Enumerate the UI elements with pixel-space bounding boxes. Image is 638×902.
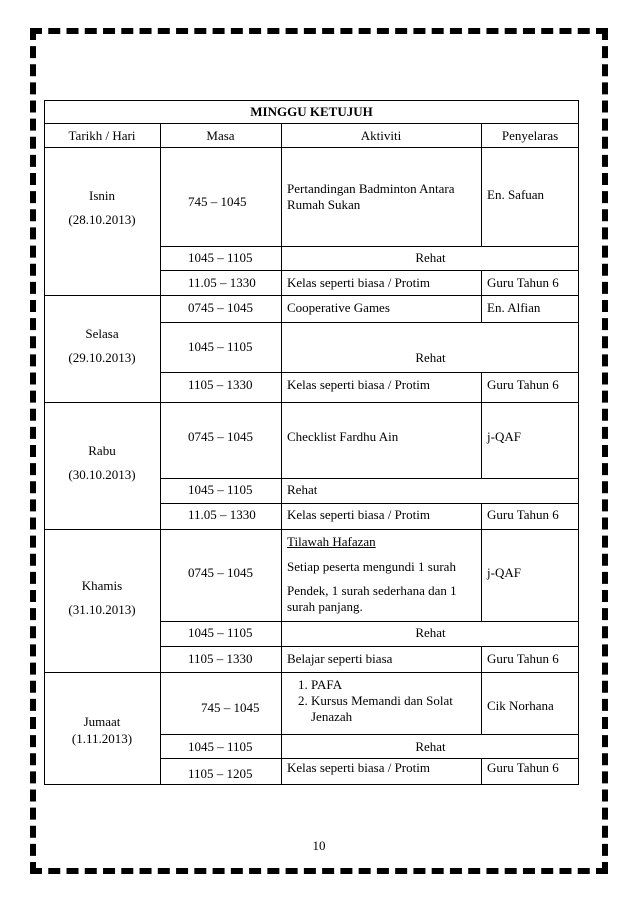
- table-line: [160, 372, 579, 373]
- coordinator-cell: Guru Tahun 6: [487, 507, 559, 522]
- activity-cell: Pertandingan Badminton Antara Rumah Sukan: [287, 181, 455, 212]
- day-date: (30.10.2013): [68, 467, 136, 482]
- time-cell: 1045 – 1105: [188, 250, 253, 265]
- table-line: [281, 123, 282, 785]
- activity-cell: Rehat: [415, 250, 446, 265]
- activity-cell: Cooperative Games: [287, 300, 390, 315]
- table-line: [578, 100, 579, 785]
- table-line: [160, 270, 579, 271]
- time-cell: 1105 – 1330: [188, 377, 253, 392]
- day-date: (29.10.2013): [68, 350, 136, 365]
- day-name: Khamis: [81, 578, 123, 593]
- time-cell: 11.05 – 1330: [188, 275, 256, 290]
- table-line: [44, 402, 579, 403]
- activity-cell: Kelas seperti biasa / Protim: [287, 275, 430, 290]
- table-title: MINGGU KETUJUH: [250, 104, 373, 119]
- table-line: [44, 784, 579, 785]
- coordinator-cell: En. Safuan: [487, 187, 545, 202]
- table-line: [44, 529, 579, 530]
- table-line: [160, 646, 579, 647]
- activity-cell: Rehat: [415, 350, 446, 365]
- table-line: [160, 734, 579, 735]
- table-line: [160, 503, 579, 504]
- activity-line: Setiap peserta mengundi 1 surah: [287, 559, 456, 574]
- table-line: [44, 672, 579, 673]
- activity-list: [291, 677, 477, 725]
- coordinator-cell: Cik Norhana: [487, 698, 554, 713]
- coordinator-cell: Guru Tahun 6: [487, 377, 559, 392]
- table-line: [160, 758, 579, 759]
- time-cell: 11.05 – 1330: [188, 507, 256, 522]
- day-name: Selasa: [85, 326, 119, 341]
- time-cell: 0745 – 1045: [188, 429, 253, 444]
- header-day: Tarikh / Hari: [68, 128, 136, 143]
- day-name: Isnin: [89, 188, 115, 203]
- header-time: Masa: [206, 128, 235, 143]
- day-date: (1.11.2013): [71, 731, 133, 746]
- time-cell: 0745 – 1045: [188, 300, 253, 315]
- coordinator-cell: Guru Tahun 6: [487, 651, 559, 666]
- day-date: (31.10.2013): [68, 602, 136, 617]
- day-name: Jumaat: [83, 714, 121, 729]
- page-number: 10: [312, 838, 326, 853]
- table-line: [481, 646, 482, 735]
- coordinator-cell: j-QAF: [487, 565, 521, 580]
- header-coordinator: Penyelaras: [501, 128, 559, 143]
- activity-cell: Checklist Fardhu Ain: [287, 429, 399, 444]
- table-line: [160, 123, 161, 785]
- schedule-table: [44, 100, 579, 785]
- time-cell: 745 – 1045: [201, 700, 260, 715]
- time-cell: 1105 – 1205: [188, 766, 253, 781]
- coordinator-cell: Guru Tahun 6: [487, 275, 559, 290]
- table-line: [160, 621, 579, 622]
- coordinator-cell: En. Alfian: [487, 300, 541, 315]
- activity-cell: Belajar seperti biasa: [287, 651, 393, 666]
- table-line: [44, 100, 579, 101]
- table-line: [44, 147, 579, 148]
- activity-list-item: 1. PAFA: [311, 677, 477, 693]
- time-cell: 0745 – 1045: [188, 565, 253, 580]
- time-cell: 1045 – 1105: [188, 625, 253, 640]
- activity-cell: Rehat: [415, 625, 446, 640]
- activity-title: Tilawah Hafazan: [287, 534, 376, 549]
- time-cell: 1045 – 1105: [188, 739, 253, 754]
- activity-list-item: 2. Kursus Memandi dan Solat Jenazah: [311, 693, 477, 725]
- time-cell: 1045 – 1105: [188, 482, 253, 497]
- table-line: [481, 372, 482, 479]
- time-cell: 1105 – 1330: [188, 651, 253, 666]
- day-date: (28.10.2013): [68, 212, 136, 227]
- table-line: [44, 295, 579, 296]
- table-line: [481, 270, 482, 323]
- coordinator-cell: j-QAF: [487, 429, 521, 444]
- table-line: [481, 503, 482, 622]
- activity-line: Pendek, 1 surah sederhana dan 1 surah panjang.: [287, 583, 457, 614]
- time-cell: 745 – 1045: [188, 194, 247, 209]
- table-line: [160, 322, 579, 323]
- activity-cell: Kelas seperti biasa / Protim: [287, 760, 430, 775]
- time-cell: 1045 – 1105: [188, 339, 253, 354]
- activity-cell: Rehat: [415, 739, 446, 754]
- coordinator-cell: Guru Tahun 6: [487, 760, 559, 775]
- table-line: [481, 758, 482, 785]
- header-activity: Aktiviti: [360, 128, 402, 143]
- table-line: [44, 123, 579, 124]
- day-name: Rabu: [88, 443, 116, 458]
- activity-cell: Kelas seperti biasa / Protim: [287, 377, 430, 392]
- table-line: [160, 478, 579, 479]
- activity-cell: Rehat: [287, 482, 318, 497]
- table-line: [160, 246, 579, 247]
- activity-cell: Kelas seperti biasa / Protim: [287, 507, 430, 522]
